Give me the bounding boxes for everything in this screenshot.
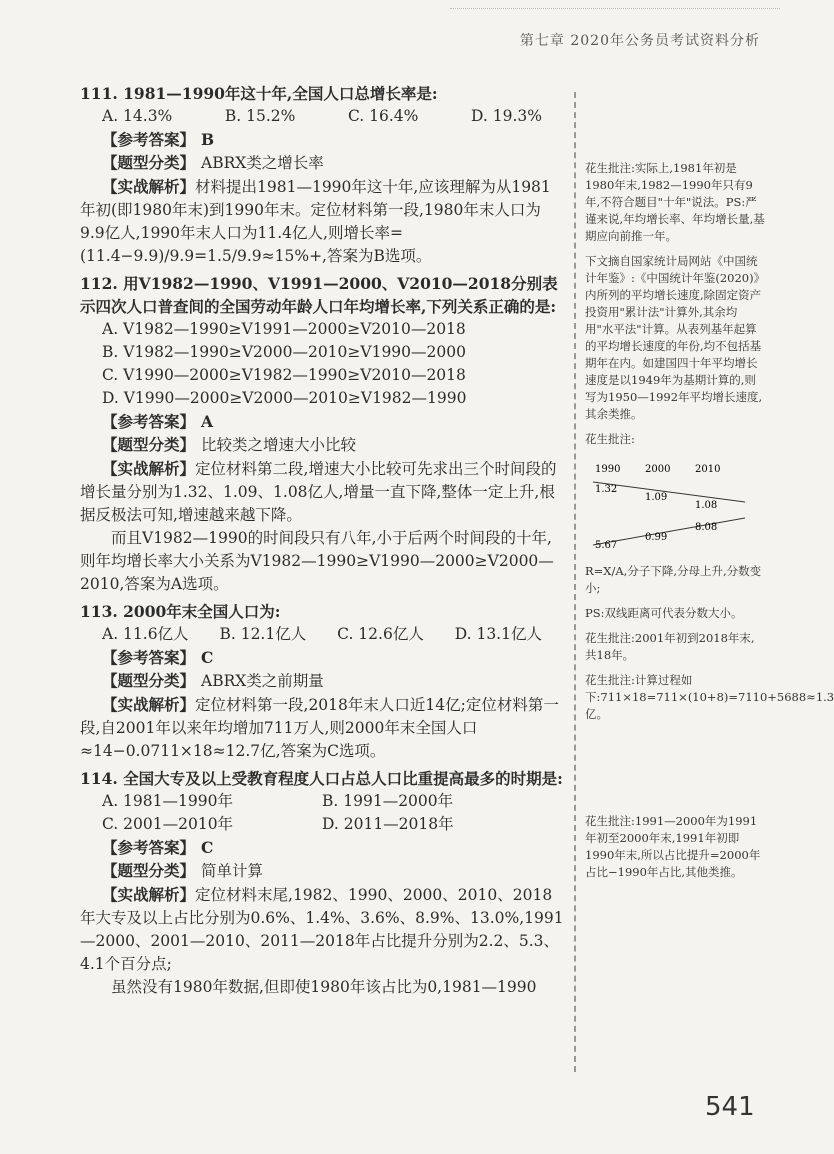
- type-row: [80, 669, 565, 693]
- answer: C: [201, 648, 214, 667]
- answer-row: [80, 836, 565, 859]
- question-stem: 114. 全国大专及以上受教育程度人口占总人口比重提高最多的时期是:: [80, 769, 563, 788]
- analysis-label: 【实战解析】: [102, 459, 196, 478]
- type-label: 【题型分类】: [102, 435, 196, 454]
- margin-divider: [574, 92, 576, 1072]
- option-a: A. 11.6亿人: [102, 625, 189, 643]
- type-row: [80, 151, 565, 175]
- question-113: [80, 600, 565, 763]
- answer-row: [80, 646, 565, 669]
- analysis-2: 而且V1982—1990的时间段只有八年,小于后两个时间段的十年,则年均增长率大小关系为V1982—1990≥V1990—2000≥V2000—2010,答案为A选项。: [80, 529, 554, 593]
- analysis-row: [80, 457, 565, 527]
- answer: B: [201, 130, 215, 149]
- year-2010: 2010: [695, 464, 721, 475]
- note-2-title: 花生批注:: [585, 432, 635, 446]
- question-stem: 113. 2000年末全国人口为:: [80, 602, 281, 621]
- growth-diagram: [585, 460, 765, 550]
- options: [80, 623, 542, 646]
- option-d: D. V1990—2000≥V2000—2010≥V1982—1990: [102, 389, 467, 407]
- answer-row: [80, 410, 565, 433]
- type-label: 【题型分类】: [102, 671, 196, 690]
- analysis: 定位材料第二段,增速大小比较可先求出三个时间段的增长量分别为1.32、1.09、1.08亿人,增量一直下降,整体一定上升,根据反极法可知,增速越来越下降。: [80, 460, 557, 524]
- question-111: [80, 82, 565, 268]
- question-stem: 112. 用V1982—1990、V1991—2000、V2010—2018分别表示四次人口普查间的全国劳动年龄人口年均增长率,下列关系正确的是:: [80, 274, 558, 316]
- top-2: 1.09: [645, 492, 668, 503]
- option-b: B. 12.1亿人: [219, 625, 307, 643]
- type-label: 【题型分类】: [102, 861, 196, 880]
- answer-label: 【参考答案】: [102, 648, 196, 667]
- answer: A: [201, 412, 214, 431]
- analysis: 材料提出1981—1990年这十年,应该理解为从1981年初(即1980年末)到1990年末。定位材料第一段,1980年末人口为9.9亿人,1990年末人口为11.4亿人,则增长率=(11.4−9.9)/9.9=1.5/9.9≈15%+,答案为B选项。: [80, 178, 551, 265]
- note-5: 花生批注:1991—2000年为1991年初至2000年末,1991年初即1990年末,所以占比提升=2000年占比−1990年占比,其他类推。: [585, 814, 761, 879]
- answer-label: 【参考答案】: [102, 130, 196, 149]
- option-c: C. 2001—2010年: [102, 815, 234, 833]
- bottom-2: 0.99: [645, 532, 668, 543]
- top-1: 1.32: [595, 484, 618, 495]
- option-d: D. 2011—2018年: [322, 815, 454, 833]
- type: ABRX类之增长率: [201, 154, 324, 172]
- note-4: 花生批注:计算过程如下:711×18=711×(10+8)=7110+5688≈1.3亿。: [585, 673, 834, 721]
- type: 比较类之增速大小比较: [201, 436, 357, 454]
- analysis-2: 虽然没有1980年数据,但即使1980年该占比为0,1981—1990: [111, 978, 537, 996]
- answer-label: 【参考答案】: [102, 412, 196, 431]
- analysis-label: 【实战解析】: [102, 695, 196, 714]
- year-2000: 2000: [645, 464, 671, 475]
- analysis: 定位材料末尾,1982、1990、2000、2010、2018年大专及以上占比分别为0.6%、1.4%、3.6%、8.9%、13.0%,1991—2000、2001—2010、2011—2018年占比提升分别为2.2、5.3、4.1个百分点;: [80, 886, 564, 973]
- analysis: 定位材料第一段,2018年末人口近14亿;定位材料第一段,自2001年以来年均增加711万人,则2000年末全国人口≈14−0.0711×18≈12.7亿,答案为C选项。: [80, 696, 559, 760]
- option-c: C. 16.4%: [348, 107, 419, 125]
- analysis-label: 【实战解析】: [102, 885, 196, 904]
- option-c: C. V1990—2000≥V1982—1990≥V2010—2018: [102, 366, 466, 384]
- analysis-label: 【实战解析】: [102, 177, 196, 196]
- type: 简单计算: [201, 862, 264, 880]
- question-112: [80, 272, 565, 596]
- answer-row: [80, 128, 565, 151]
- year-1990: 1990: [595, 464, 621, 475]
- option-b: B. 1991—2000年: [322, 792, 454, 810]
- options: [80, 105, 542, 128]
- side-notes: [585, 160, 834, 889]
- option-c: C. 12.6亿人: [337, 625, 424, 643]
- analysis-row: [80, 175, 565, 268]
- type: ABRX类之前期量: [201, 672, 324, 690]
- options: [80, 790, 542, 836]
- note-1b: 下文摘自国家统计局网站《中国统计年鉴》:《中国统计年鉴(2020)》内所列的平均增长速度,除固定资产投资用"累计法"计算外,其余均用"水平法"计算。从表列基年起算的平均增长速度的年份,均不包括基期年在内。如建国四十年平均增长速度是以1949年为基期计算的,则写为1950—1992年平均增长速度,其余类推。: [585, 254, 763, 421]
- top-rule: [450, 8, 780, 9]
- option-a: A. 1981—1990年: [102, 792, 233, 810]
- note-2c: PS:双线距离可代表分数大小。: [585, 606, 743, 620]
- main-column: [80, 82, 565, 999]
- option-a: A. V1982—1990≥V1991—2000≥V2010—2018: [102, 320, 466, 338]
- option-b: B. V1982—1990≥V2000—2010≥V1990—2000: [102, 343, 466, 361]
- running-header: 第七章 2020年公务员考试资料分析: [519, 33, 760, 49]
- option-d: D. 13.1亿人: [454, 625, 542, 643]
- type-row: [80, 859, 565, 883]
- page-number: 541: [705, 1092, 755, 1122]
- question-114: [80, 767, 565, 999]
- top-3: 1.08: [695, 500, 718, 511]
- analysis-row: [80, 693, 565, 763]
- bottom-3: 8.08: [695, 522, 718, 533]
- option-b: B. 15.2%: [224, 107, 296, 125]
- option-a: A. 14.3%: [102, 107, 173, 125]
- question-stem: 111. 1981—1990年这十年,全国人口总增长率是:: [80, 84, 438, 103]
- answer-label: 【参考答案】: [102, 838, 196, 857]
- type-label: 【题型分类】: [102, 153, 196, 172]
- note-2b: R=X/A,分子下降,分母上升,分数变小;: [585, 564, 762, 595]
- option-d: D. 19.3%: [471, 107, 542, 125]
- analysis-row: [80, 883, 565, 976]
- note-1: 花生批注:实际上,1981年初是1980年末,1982—1990年只有9年,不符合题目"十年"说法。PS:严谨来说,年均增长率、年均增长量,基期应向前推一年。: [585, 161, 765, 243]
- type-row: [80, 433, 565, 457]
- bottom-1: 5.67: [595, 540, 618, 551]
- answer: C: [201, 838, 214, 857]
- note-3: 花生批注:2001年初到2018年末,共18年。: [585, 631, 755, 662]
